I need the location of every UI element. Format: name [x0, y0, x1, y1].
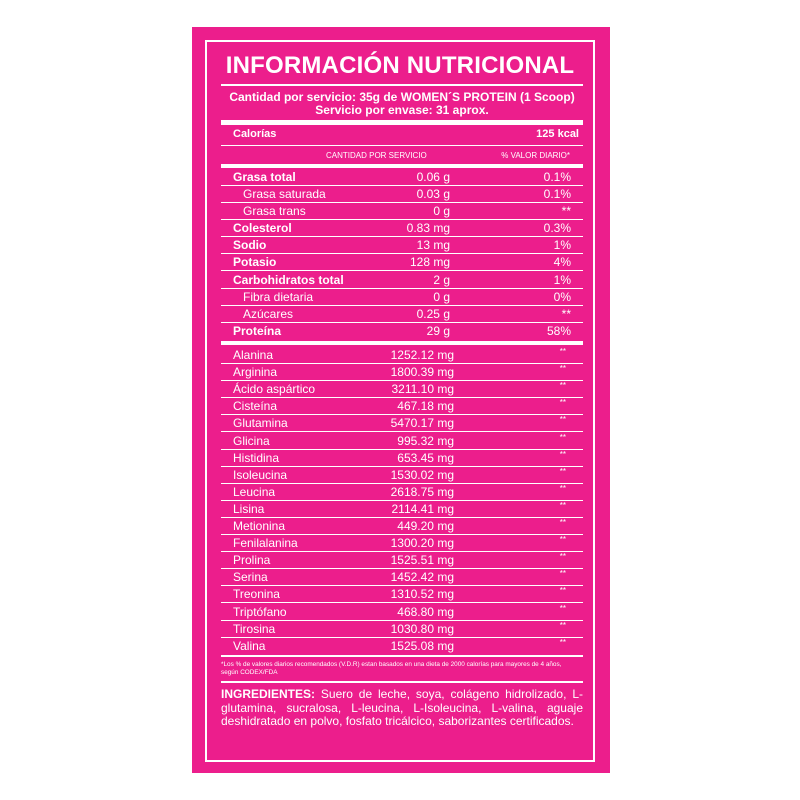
aminoacid-name: Cisteína: [233, 399, 278, 414]
nutrient-amount: 2 g: [433, 273, 450, 287]
aminoacid-row: [221, 638, 583, 655]
aminoacid-name: Glicina: [233, 433, 270, 448]
aminoacid-amount: 1525.51 mg: [390, 553, 454, 568]
aminoacid-row: [221, 364, 583, 381]
nutrient-row-proteina: [221, 323, 583, 340]
label-title: INFORMACIÓN NUTRICIONAL: [225, 52, 575, 79]
aminoacid-row: [221, 347, 583, 364]
aminoacid-name: Treonina: [233, 587, 280, 602]
aminoacid-row: [221, 398, 583, 415]
nutrient-row-carbohidratos: [221, 272, 583, 289]
nutrient-dv: 1%: [553, 273, 571, 287]
aminoacid-dv: **: [559, 552, 566, 562]
serving-size: Cantidad por servicio: 35g de WOMEN´S PROTEIN (1 Scoop): [229, 90, 575, 104]
aminoacid-row: [221, 586, 583, 603]
nutrient-name: Grasa total: [233, 170, 296, 184]
divider: [221, 145, 583, 146]
aminoacid-name: Histidina: [233, 450, 280, 465]
aminoacid-row: [221, 415, 583, 432]
nutrient-amount: 0.06 g: [416, 170, 450, 184]
divider-thick: [221, 341, 583, 345]
aminoacid-dv: **: [559, 415, 566, 425]
aminoacid-name: Serina: [233, 570, 268, 585]
nutrient-dv: 0.1%: [543, 170, 571, 184]
column-header-amount: CANTIDAD POR SERVICIO: [326, 151, 427, 160]
nutrient-amount: 29 g: [426, 324, 450, 338]
aminoacid-row: [221, 450, 583, 467]
nutrient-dv: 1%: [553, 238, 571, 252]
nutrient-row-grasa-saturada: [221, 186, 583, 203]
aminoacid-dv: **: [559, 637, 566, 647]
nutrient-name: Sodio: [233, 238, 267, 252]
nutrient-name: Potasio: [233, 255, 277, 269]
ingredients-label: INGREDIENTES:: [221, 687, 316, 701]
row-divider: [221, 270, 583, 271]
servings-per-container: Servicio por envase: 31 aprox.: [315, 103, 489, 117]
aminoacid-amount: 995.32 mg: [397, 433, 454, 448]
nutrient-row-grasa-total: [221, 169, 583, 186]
nutrient-row-potasio: [221, 254, 583, 271]
aminoacid-row: [221, 604, 583, 621]
nutrient-amount: 0 g: [433, 204, 450, 218]
aminoacid-name: Prolina: [233, 553, 271, 568]
aminoacid-amount: 1252.12 mg: [390, 348, 454, 362]
aminoacid-row: [221, 552, 583, 569]
aminoacid-name: Ácido aspártico: [233, 382, 316, 397]
nutrient-dv: 0%: [553, 290, 571, 304]
aminoacid-name: Glutamina: [233, 416, 288, 431]
aminoacid-dv: **: [559, 466, 566, 476]
aminoacid-name: Arginina: [233, 365, 278, 380]
nutrient-name: Fibra dietaria: [243, 290, 314, 304]
aminoacid-amount: 467.18 mg: [397, 399, 454, 414]
divider: [221, 84, 583, 86]
aminoacid-amount: 5470.17 mg: [390, 416, 454, 431]
aminoacid-dv: **: [559, 483, 566, 493]
nutrient-name: Grasa trans: [243, 204, 306, 218]
divider: [221, 681, 583, 683]
divider: [221, 655, 583, 657]
nutrient-amount: 13 mg: [416, 238, 450, 252]
aminoacid-dv: **: [559, 535, 566, 545]
aminoacid-name: Isoleucina: [233, 467, 288, 482]
nutrient-row-colesterol: [221, 220, 583, 237]
aminoacid-row: [221, 518, 583, 535]
nutrient-name: Grasa saturada: [243, 187, 326, 201]
ingredients: [221, 688, 583, 729]
nutrient-row-grasa-trans: [221, 203, 583, 220]
divider-thick: [221, 120, 583, 125]
nutrient-amount: 0.25 g: [416, 307, 450, 321]
aminoacid-amount: 1300.20 mg: [390, 536, 454, 551]
aminoacid-dv: **: [559, 569, 566, 579]
aminoacid-amount: 2114.41 mg: [391, 501, 454, 516]
nutrient-name: Carbohidratos total: [233, 273, 344, 287]
nutrient-amount: 0 g: [433, 290, 450, 304]
aminoacid-dv: **: [559, 586, 566, 596]
nutrient-row-fibra: [221, 289, 583, 306]
aminoacid-dv: **: [559, 518, 566, 527]
aminoacid-amount: 1030.80 mg: [390, 621, 454, 636]
nutrient-dv: 4%: [553, 255, 571, 269]
nutrient-amount: 128 mg: [409, 255, 450, 269]
aminoacid-amount: 449.20 mg: [397, 519, 454, 533]
aminoacid-amount: 1800.39 mg: [390, 365, 454, 380]
aminoacid-row: [221, 484, 583, 501]
aminoacid-dv: **: [559, 500, 566, 510]
aminoacid-name: Triptófano: [233, 604, 287, 619]
aminoacid-name: Alanina: [233, 348, 274, 362]
aminoacid-row: [221, 381, 583, 398]
aminoacid-row: [221, 501, 583, 518]
aminoacid-dv: **: [559, 381, 566, 391]
nutrient-amount: 0.03 g: [416, 187, 450, 201]
aminoacid-amount: 1530.02 mg: [390, 467, 454, 482]
aminoacid-row: [221, 535, 583, 552]
aminoacid-dv: **: [559, 347, 566, 356]
aminoacid-name: Valina: [233, 638, 266, 653]
aminoacid-dv: **: [559, 364, 566, 374]
aminoacid-row: [221, 569, 583, 586]
aminoacid-amount: 3211.10 mg: [391, 382, 454, 397]
aminoacid-amount: 653.45 mg: [397, 450, 454, 465]
aminoacid-row: [221, 621, 583, 638]
aminoacid-name: Fenilalanina: [233, 536, 298, 551]
aminoacid-amount: 468.80 mg: [397, 604, 454, 619]
nutrient-dv: 0.3%: [543, 221, 571, 235]
aminoacid-amount: 1525.08 mg: [390, 638, 454, 653]
nutrient-name: Azúcares: [243, 307, 294, 321]
aminoacid-dv: **: [559, 620, 566, 630]
aminoacid-row: [221, 433, 583, 450]
nutrient-dv: **: [561, 204, 571, 218]
aminoacid-name: Lisina: [233, 501, 265, 516]
aminoacid-dv: **: [559, 398, 566, 408]
nutrient-name: Colesterol: [233, 221, 292, 235]
ingredients-text: Suero de leche, soya, colágeno hidrolizado, L-glutamina, sucralosa, L-leucina, L-Isoleucina, L-valina, aguaje deshidratado en polvo, fosfato tricálcico, saborizantes certificados.: [221, 687, 583, 728]
nutrient-row-sodio: [221, 237, 583, 254]
nutrient-dv: **: [561, 307, 571, 321]
aminoacid-amount: 2618.75 mg: [390, 484, 454, 499]
aminoacid-amount: 1452.42 mg: [390, 570, 454, 585]
calories-value: 125 kcal: [536, 128, 579, 140]
aminoacid-row: [221, 467, 583, 484]
aminoacid-name: Leucina: [233, 484, 276, 499]
aminoacid-dv: **: [559, 603, 566, 613]
aminoacid-dv: **: [559, 449, 566, 459]
column-header-dv: % VALOR DIARIO*: [501, 151, 570, 160]
aminoacid-name: Tirosina: [233, 621, 276, 636]
nutrient-name: Proteína: [233, 324, 282, 338]
footnote: *Los % de valores diarios recomendados (V.D.R) estan basados en una dieta de 2000 calorías para mayores de 4 años, según CODEX/FDA: [221, 661, 562, 676]
nutrient-dv: 58%: [546, 324, 571, 338]
calories-label: Calorías: [233, 128, 277, 140]
nutrient-amount: 0.83 mg: [406, 221, 450, 235]
aminoacid-name: Metionina: [233, 519, 286, 533]
aminoacid-dv: **: [559, 432, 566, 442]
divider-thick: [221, 164, 583, 168]
aminoacid-amount: 1310.52 mg: [390, 587, 454, 602]
nutrient-row-azucares: [221, 306, 583, 323]
nutrient-dv: 0.1%: [543, 187, 571, 201]
